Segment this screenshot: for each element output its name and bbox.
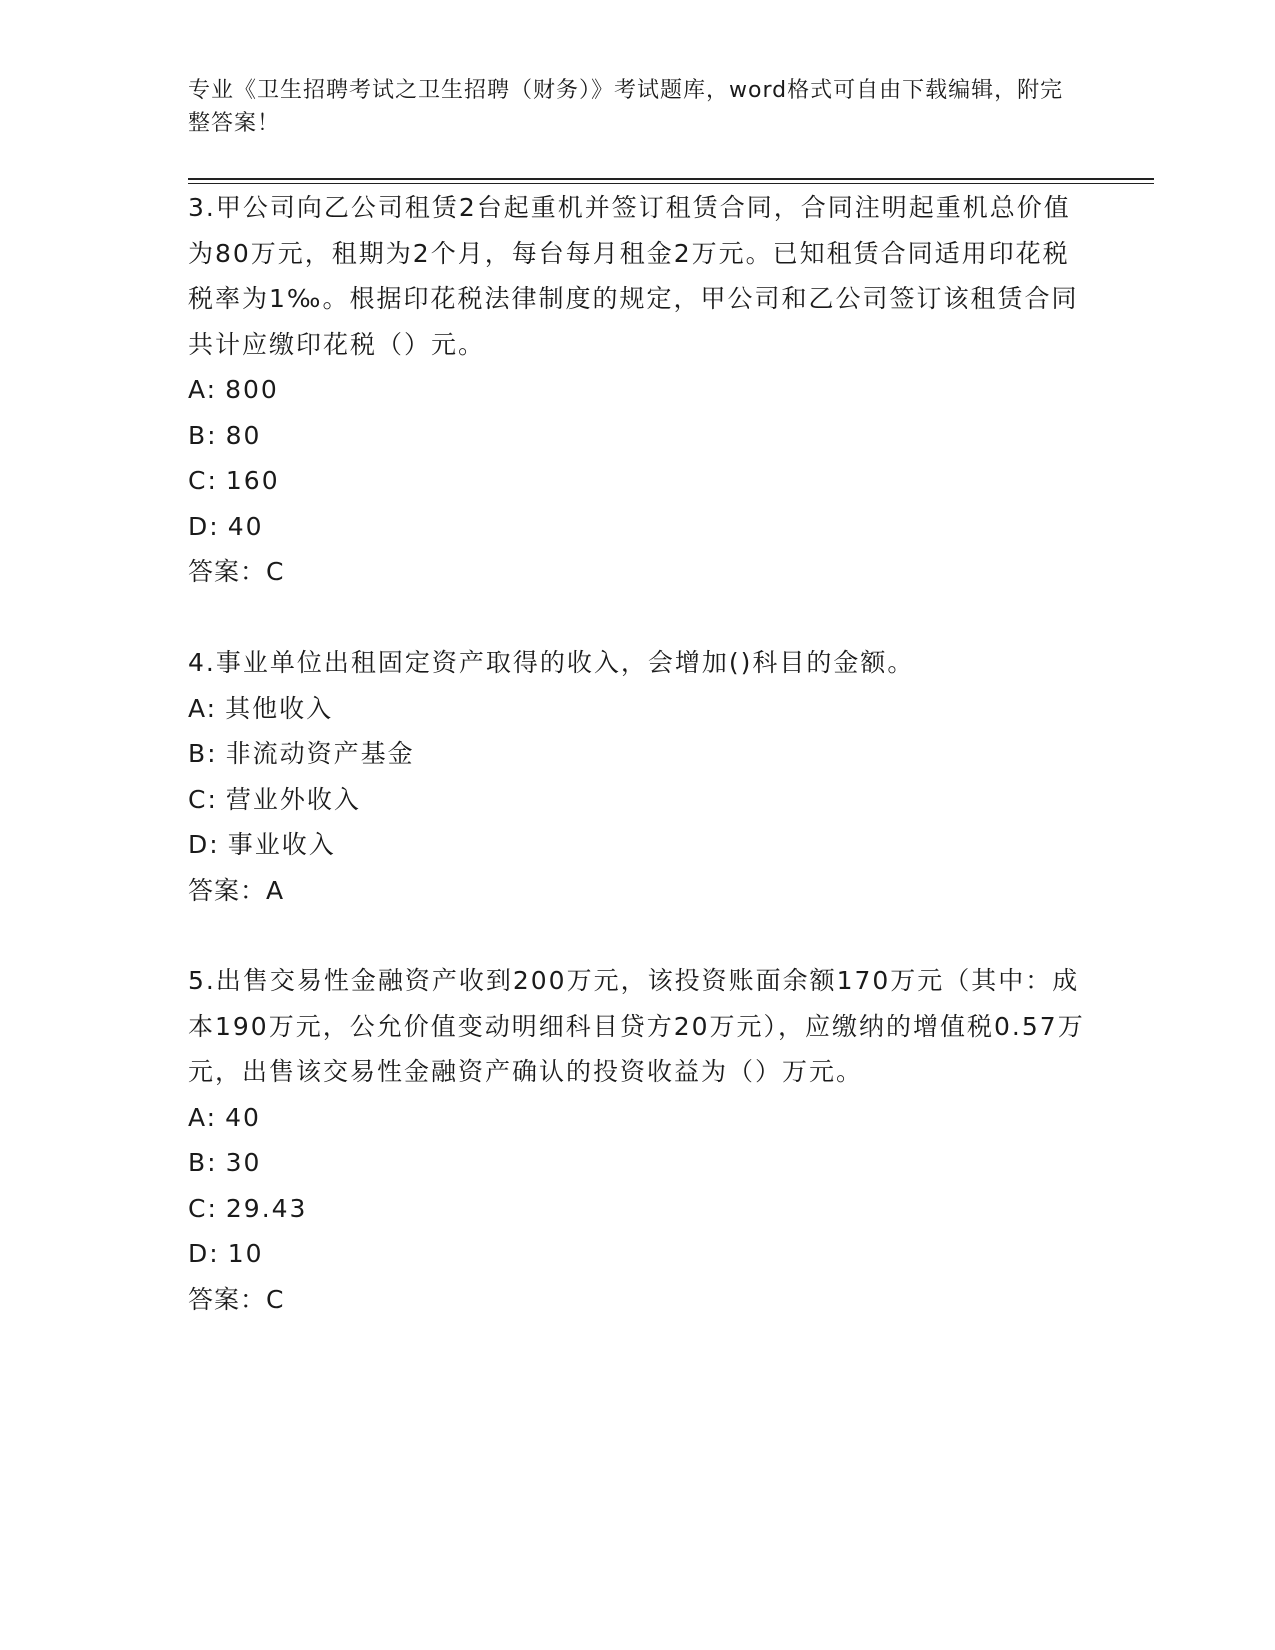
question-stem: 4.事业单位出租固定资产取得的收入，会增加()科目的金额。 — [188, 648, 915, 677]
option-d — [188, 504, 1088, 550]
option-value: 40 — [225, 1102, 261, 1132]
answer-line: 答案：A — [188, 875, 285, 905]
option-c — [188, 777, 1088, 823]
option-key: C: — [188, 466, 218, 495]
header-divider-thick — [188, 178, 1154, 180]
answer-line: 答案：C — [188, 1284, 285, 1314]
option-c — [188, 1186, 1088, 1232]
option-a — [188, 1095, 1088, 1141]
option-key: B: — [188, 1148, 218, 1177]
option-key: D: — [188, 511, 220, 541]
option-b — [188, 731, 1088, 777]
option-d — [188, 1231, 1088, 1277]
option-value: 事业收入 — [227, 830, 336, 859]
option-key: C: — [188, 784, 218, 814]
option-key: A: — [188, 1102, 218, 1132]
option-key: A: — [188, 693, 218, 723]
header-divider-thin — [188, 183, 1154, 184]
option-b — [188, 413, 1088, 459]
option-value: 其他收入 — [225, 693, 334, 723]
option-key: D: — [188, 830, 220, 859]
question-stem: 5.出售交易性金融资产收到200万元，该投资账面余额170万元（其中：成本190万元，公允价值变动明细科目贷方20万元），应缴纳的增值税0.57万元，出售该交易性金融资产确认的投资收益为（）万元。 — [188, 966, 1085, 1086]
option-key: D: — [188, 1239, 220, 1268]
option-value: 160 — [225, 466, 280, 495]
option-value: 营业外收入 — [225, 784, 361, 814]
option-value: 非流动资产基金 — [225, 739, 415, 768]
option-value: 29.43 — [225, 1193, 308, 1223]
question-3 — [188, 185, 1088, 595]
option-value: 30 — [225, 1148, 262, 1177]
option-d — [188, 822, 1088, 868]
option-value: 800 — [225, 375, 279, 404]
option-a — [188, 686, 1088, 732]
option-value: 40 — [227, 511, 264, 541]
question-5 — [188, 958, 1088, 1322]
question-4 — [188, 640, 1088, 913]
document-header: 专业《卫生招聘考试之卫生招聘（财务）》考试题库，word格式可自由下载编辑，附完整答案！ — [188, 78, 1064, 136]
option-key: B: — [188, 739, 218, 768]
option-value: 10 — [227, 1239, 264, 1268]
option-key: B: — [188, 420, 218, 450]
option-value: 80 — [225, 420, 262, 450]
option-c — [188, 458, 1088, 504]
option-b — [188, 1140, 1088, 1186]
option-key: C: — [188, 1193, 218, 1223]
answer-line: 答案：C — [188, 557, 285, 586]
option-key: A: — [188, 375, 218, 404]
option-a — [188, 367, 1088, 413]
question-stem: 3.甲公司向乙公司租赁2台起重机并签订租赁合同，合同注明起重机总价值为80万元，租期为2个月，每台每月租金2万元。已知租赁合同适用印花税税率为1‰。根据印花税法律制度的规定，甲公司和乙公司签订该租赁合同共计应缴印花税（）元。 — [188, 193, 1079, 359]
